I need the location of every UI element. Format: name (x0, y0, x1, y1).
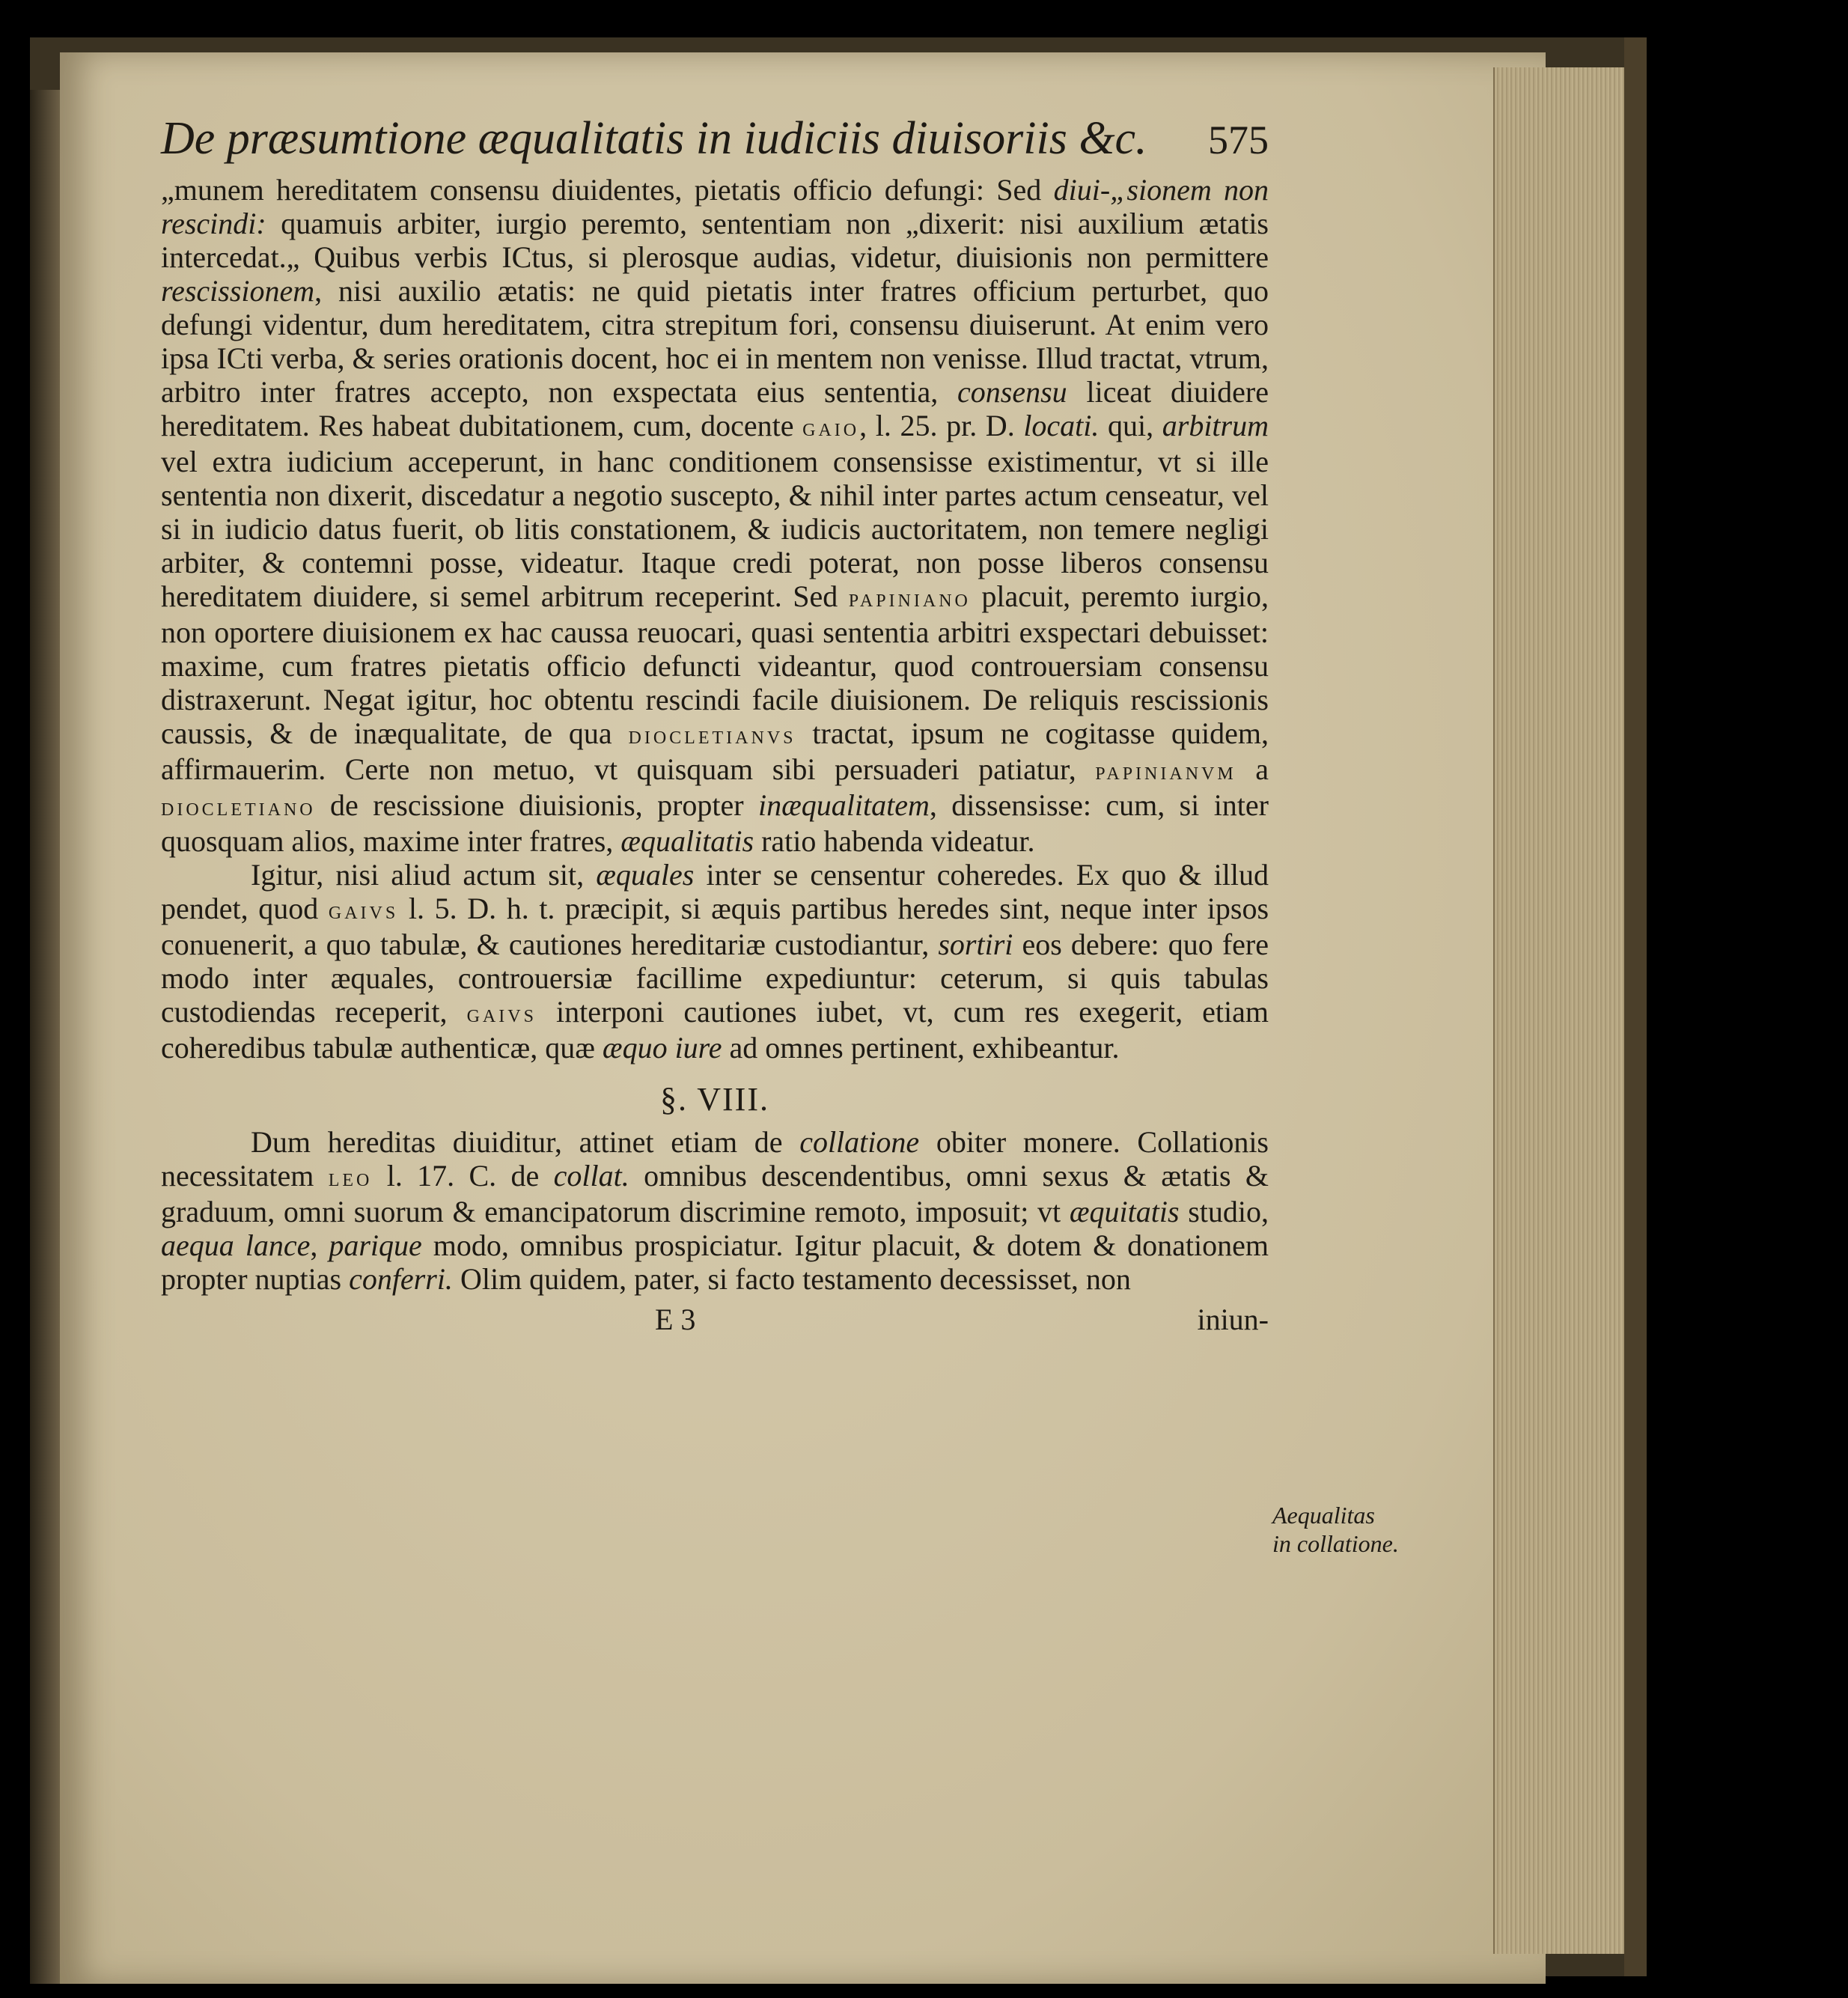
running-head-title: De præsumtione æqualitatis in iudiciis diuisoriis &c. (161, 113, 1147, 164)
italic-term: consensu (957, 375, 1067, 409)
italic-term: aequa lance (161, 1228, 311, 1262)
small-caps-name: papiniano (848, 585, 971, 612)
left-page-edge (30, 90, 60, 1984)
paragraph-3: Dum hereditas diuiditur, attinet etiam de collatione obiter monere. Collationis necessitatem leo l. 17. C. de collat. omnibus descendentibus, omni sexus & ætatis & graduum, omni suorum & emancipatorum discrimine remoto, imposuit; vt æquitatis studio, aequa lance, parique modo, omnibus prospiciatur. Igitur placuit, & dotem & donationem propter nuptias conferri. Olim quidem, pater, si facto testamento decessisset, non (161, 1125, 1269, 1296)
italic-term: diui-„sionem non rescindi: (161, 173, 1269, 240)
italic-term: æquales (596, 858, 695, 892)
paragraph-2: Igitur, nisi aliud actum sit, æquales inter se censentur coheredes. Ex quo & illud pendet, quod gaivs l. 5. D. h. t. præcipit, si æquis partibus heredes sint, neque inter ipsos conuenerit, a quo tabulæ, & cautiones hereditariæ custodiantur, sortiri eos debere: quo fere modo inter æquales, controuersiæ facillime expediuntur: ceterum, si quis tabulas custodiendas receperit, gaivs interponi cautiones iubet, vt, cum res exegerit, etiam coheredibus tabulæ authenticæ, quæ æquo iure ad omnes pertinent, exhibeantur. (161, 858, 1269, 1065)
italic-term: conferri. (349, 1262, 453, 1296)
small-caps-name: gaivs (466, 1000, 537, 1028)
section-heading: §. VIII. (660, 1081, 769, 1118)
running-head (161, 112, 1269, 165)
marginal-note-line-1: Aequalitas (1272, 1502, 1375, 1529)
footer-line (161, 1302, 1269, 1337)
italic-term: æquo iure (602, 1031, 722, 1065)
page-edges (1493, 67, 1637, 1954)
small-caps-name: gaio (802, 414, 860, 442)
italic-term: rescissionem (161, 274, 315, 308)
marginal-note (1272, 1501, 1430, 1558)
small-caps-name: diocletianvs (628, 722, 796, 749)
marginal-note-line-2: in collatione. (1272, 1530, 1399, 1557)
italic-term: locati. (1023, 409, 1100, 442)
small-caps-name: gaivs (328, 897, 399, 925)
catchword: iniun- (1197, 1303, 1269, 1336)
italic-term: æqualitatis (620, 824, 754, 858)
small-caps-name: papinianvm (1095, 758, 1236, 785)
italic-term: inæqualitatem (757, 788, 930, 822)
page-content (161, 112, 1269, 1337)
small-caps-name: diocletiano (161, 794, 316, 821)
small-caps-name: leo (328, 1164, 373, 1192)
body-text (161, 173, 1269, 1296)
italic-term: sortiri (938, 928, 1013, 961)
italic-term: collatione (799, 1125, 920, 1159)
italic-term: parique (329, 1228, 422, 1262)
italic-term: arbitrum (1162, 409, 1269, 442)
italic-term: collat. (553, 1159, 629, 1193)
italic-term: æquitatis (1069, 1195, 1180, 1228)
paragraph-1: „munem hereditatem consensu diuidentes, pietatis officio defungi: Sed diui-„sionem non rescindi: quamuis arbiter, iurgio peremto, sententiam non „dixerit: nisi auxilium ætatis intercedat.„ Quibus verbis ICtus, si plerosque audias, videtur, diuisionis non permittere rescissionem, nisi auxilio ætatis: ne quid pietatis inter fratres officium perturbet, quo defungi videntur, dum hereditatem, citra strepitum fori, consensu diuiserunt. At enim vero ipsa ICti verba, & series orationis docent, hoc ei in mentem non venisse. Illud tractat, vtrum, arbitro inter fratres accepto, non exspectata eius sententia, consensu liceat diuidere hereditatem. Res habeat dubitationem, cum, docente gaio, l. 25. pr. D. locati. qui, arbitrum vel extra iudicium acceperunt, in hanc conditionem consensisse existimentur, vt si ille sententia non dixerit, discedatur a negotio suscepto, & nihil inter partes actum censeatur, vel si in iudicio datus fuerit, ob litis constationem, & iudicis auctoritatem, non temere negligi arbiter, & contemni posse, videatur. Itaque credi poterat, non posse liberos consensu hereditatem diuidere, si semel arbitrum receperint. Sed papiniano placuit, peremto iurgio, non oportere diuisionem ex hac caussa reuocari, quasi sententia arbitri exspectari debuisset: maxime, cum fratres pietatis officio defuncti videantur, quod controuersiam consensu distraxerunt. Negat igitur, hoc obtentu rescindi facile diuisionem. De reliquis rescissionis caussis, & de inæqualitate, de qua diocletianvs tractat, ipsum ne cogitasse quidem, affirmauerim. Certe non metuo, vt quisquam sibi persuaderi patiatur, papinianvm a diocletiano de rescissione diuisionis, propter inæqualitatem, dissensisse: cum, si inter quosquam alios, maxime inter fratres, æqualitatis ratio habenda videatur. (161, 173, 1269, 858)
page-number: 575 (1208, 118, 1269, 162)
cover-edge (1624, 37, 1647, 1976)
signature-mark: E 3 (655, 1303, 696, 1336)
